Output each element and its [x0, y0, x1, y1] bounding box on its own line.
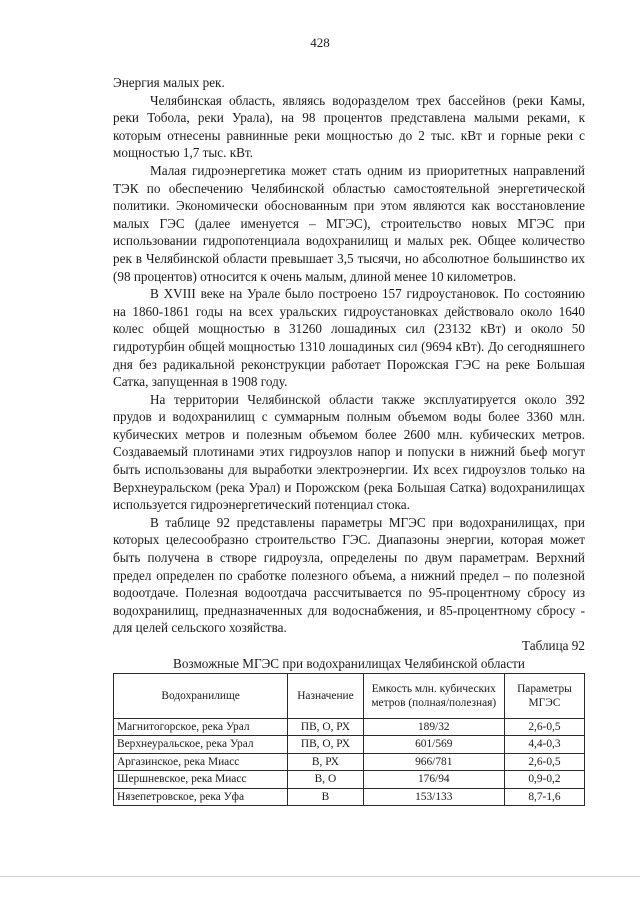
table-row: [114, 736, 585, 754]
section-heading: Энергия малых рек.: [113, 75, 225, 90]
header-parameters: Параметры МГЭС: [504, 673, 584, 718]
table-label: Таблица 92: [522, 638, 585, 653]
header-capacity: Емкость млн. кубических метров (полная/полезная): [363, 673, 504, 718]
cell-purpose: ПВ, О, РХ: [288, 718, 363, 736]
header-reservoir: Водохранилище: [114, 673, 288, 718]
document-body: [113, 74, 585, 806]
cell-capacity: 601/569: [363, 736, 504, 754]
cell-reservoir: Шершневское, река Миасс: [114, 771, 288, 789]
paragraph-5: В таблице 92 представлены параметры МГЭС при водохранилищах, при которых целесообразно строительство ГЭС. Диапазоны энергии, которая может быть получена в створе гидроузла, определены по двум параметрам. Верхний предел определен по сработке полезного объема, а нижний предел – по полезной водоотдаче. Полезная водоотдача рассчитывается по 95-процентному сбросу из водохранилищ, предназначенных для водоснабжения, и 85-процентному сбросу - для целей сельского хозяйства.: [113, 514, 585, 636]
table-row: [114, 788, 585, 806]
paragraph-2: Малая гидроэнергетика может стать одним из приоритетных направлений ТЭК по обеспечению Челябинской областью самостоятельной энергетической политики. Экономически обоснованным при этом являются как восстановление малых ГЭС (далее именуется – МГЭС), строительство новых МГЭС при использовании гидропотенциала водохранилищ и малых рек. Общее количество рек в Челябинской области превышает 3,5 тысячи, но абсолютное большинство их (98 процентов) относится к очень малым, длиной менее 10 километров.: [113, 162, 585, 284]
cell-reservoir: Аргазинское, река Миасс: [114, 753, 288, 771]
cell-purpose: В, О: [288, 771, 363, 789]
cell-capacity: 189/32: [363, 718, 504, 736]
paragraph-3: В XVIII веке на Урале было построено 157 гидроустановок. По состоянию на 1860-1861 годы на всех уральских гидроустановках действовало около 1640 колес общей мощностью в 31260 лошадиных сил (23132 кВт) и около 50 гидротурбин общей мощностью 1310 лошадиных сил (9694 кВт). До сегодняшнего дня без радикальной реконструкции работает Порожская ГЭС на реке Большая Сатка, запущенная в 1908 году.: [113, 286, 585, 390]
cell-capacity: 966/781: [363, 753, 504, 771]
table-row: [114, 753, 585, 771]
paragraph-1: Челябинская область, являясь водоразделом трех бассейнов (реки Камы, реки Тобола, реки Урала), на 98 процентов представлена малыми реками, к которым отнесены равнинные реки мощностью до 2 тыс. кВт и горные реки с мощностью 1,7 тыс. кВт.: [113, 92, 585, 161]
cell-purpose: В: [288, 788, 363, 806]
cell-purpose: ПВ, О, РХ: [288, 736, 363, 754]
reservoir-table: [113, 673, 585, 807]
cell-parameters: 8,7-1,6: [504, 788, 584, 806]
header-purpose: Назначение: [288, 673, 363, 718]
cell-parameters: 0,9-0,2: [504, 771, 584, 789]
table-row: [114, 771, 585, 789]
table-title: Возможные МГЭС при водохранилищах Челябинской области: [173, 655, 525, 671]
table-row: [114, 718, 585, 736]
cell-parameters: 4,4-0,3: [504, 736, 584, 754]
footer-divider: [0, 876, 640, 877]
page-number: 428: [310, 35, 330, 50]
cell-reservoir: Нязепетровское, река Уфа: [114, 788, 288, 806]
table-header-row: [114, 673, 585, 718]
cell-purpose: В, РХ: [288, 753, 363, 771]
cell-reservoir: Магнитогорское, река Урал: [114, 718, 288, 736]
cell-capacity: 153/133: [363, 788, 504, 806]
cell-reservoir: Верхнеуральское, река Урал: [114, 736, 288, 754]
cell-parameters: 2,6-0,5: [504, 718, 584, 736]
cell-parameters: 2,6-0,5: [504, 753, 584, 771]
cell-capacity: 176/94: [363, 771, 504, 789]
paragraph-4: На территории Челябинской области также эксплуатируется около 392 прудов и водохранилищ с суммарным полным объемом воды более 3360 млн. кубических метров и полезным объемом более 2600 млн. кубических метров. Создаваемый плотинами этих гидроузлов напор и попуски в нижний бьеф могут быть использованы для выработки электроэнергии. Их всех гидроузлов только на Верхнеуральском (река Урал) и Порожском (река Большая Сатка) водохранилищах используется гидроэнергетический потенциал стока.: [113, 391, 585, 513]
